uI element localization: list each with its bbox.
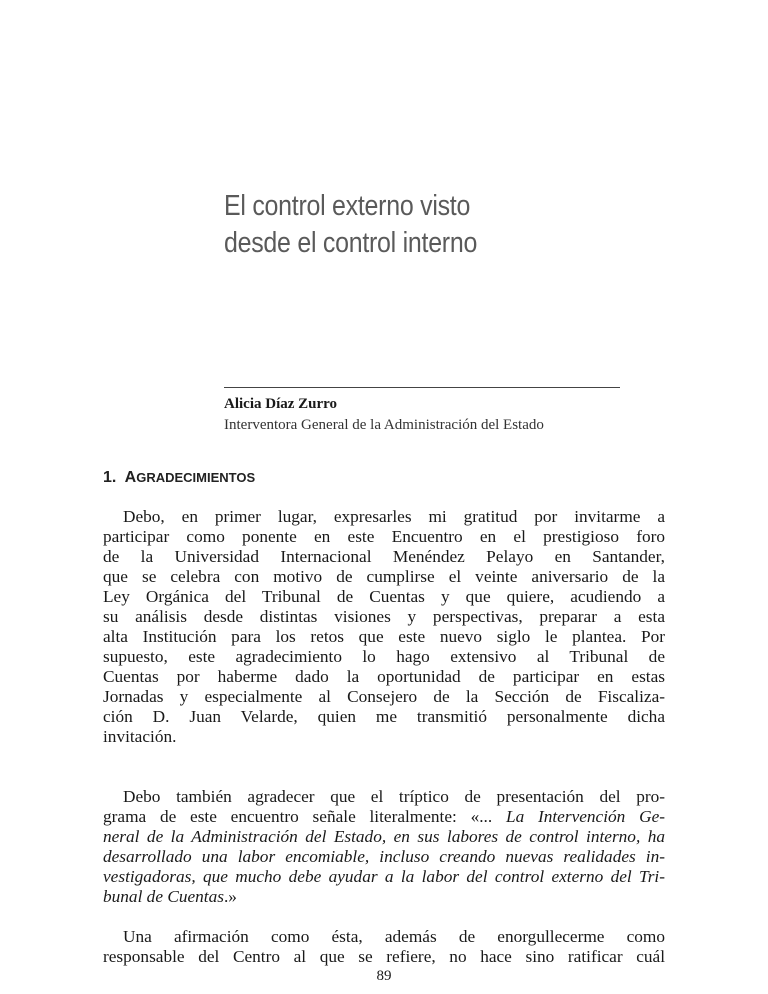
paragraph-2 <box>103 787 665 907</box>
paragraph-1 <box>103 507 665 747</box>
section-title-rest: GRADECIMIENTOS <box>136 470 256 485</box>
text-line <box>103 887 665 907</box>
text-line: participar como ponente en este Encuentro en el prestigioso foro <box>103 527 665 546</box>
quote-segment: bunal de Cuentas <box>103 887 224 906</box>
chapter-title <box>224 188 477 262</box>
text-segment: .» <box>223 887 237 906</box>
quote-segment: La Intervención Ge- <box>505 807 665 826</box>
title-line: El control externo visto <box>224 190 471 222</box>
text-line: ción D. Juan Velarde, quien me transmitió personalmente dicha <box>103 707 665 726</box>
text-line: de la Universidad Internacional Menéndez Pelayo en Santander, <box>103 547 665 566</box>
text-line: Una afirmación como ésta, además de enorgullecerme como <box>123 927 665 946</box>
text-line: invitación. <box>103 727 177 746</box>
author-affiliation: Interventora General de la Administración del Estado <box>224 417 544 433</box>
text-line: Debo, en primer lugar, expresarles mi gratitud por invitarme a <box>123 507 665 526</box>
text-line <box>103 807 665 827</box>
text-segment: grama de este encuentro señale literalmente: «... <box>103 807 506 826</box>
page-number: 89 <box>376 968 392 984</box>
section-number: 1. <box>103 469 117 486</box>
quote-line: vestigadoras, que mucho debe ayudar a la labor del control externo del Tri- <box>103 867 665 886</box>
paragraph-3 <box>103 927 665 967</box>
title-line: desde el control interno <box>224 227 478 259</box>
quote-line: neral de la Administración del Estado, en sus labores de control interno, ha <box>103 827 665 846</box>
text-line: Ley Orgánica del Tribunal de Cuentas y que quiere, acudiendo a <box>103 587 665 606</box>
quote-line: desarrollado una labor encomiable, incluso creando nuevas realidades in- <box>103 847 665 866</box>
author-name: Alicia Díaz Zurro <box>224 396 338 412</box>
section-heading <box>103 469 255 487</box>
text-line: Jornadas y especialmente al Consejero de la Sección de Fiscaliza- <box>103 687 665 706</box>
text-line: Cuentas por haberme dado la oportunidad de participar en estas <box>103 667 665 686</box>
text-line: responsable del Centro al que se refiere, no hace sino ratificar cuál <box>103 947 665 966</box>
text-line: que se celebra con motivo de cumplirse el veinte aniversario de la <box>103 567 665 586</box>
text-line: supuesto, este agradecimiento lo hago extensivo al Tribunal de <box>103 647 665 666</box>
section-title-initial: A <box>124 469 137 486</box>
text-line: alta Institución para los retos que este nuevo siglo le plantea. Por <box>103 627 665 646</box>
text-line: su análisis desde distintas visiones y perspectivas, preparar a esta <box>103 607 665 626</box>
author-rule <box>224 387 620 388</box>
text-line: Debo también agradecer que el tríptico de presentación del pro- <box>123 787 665 806</box>
